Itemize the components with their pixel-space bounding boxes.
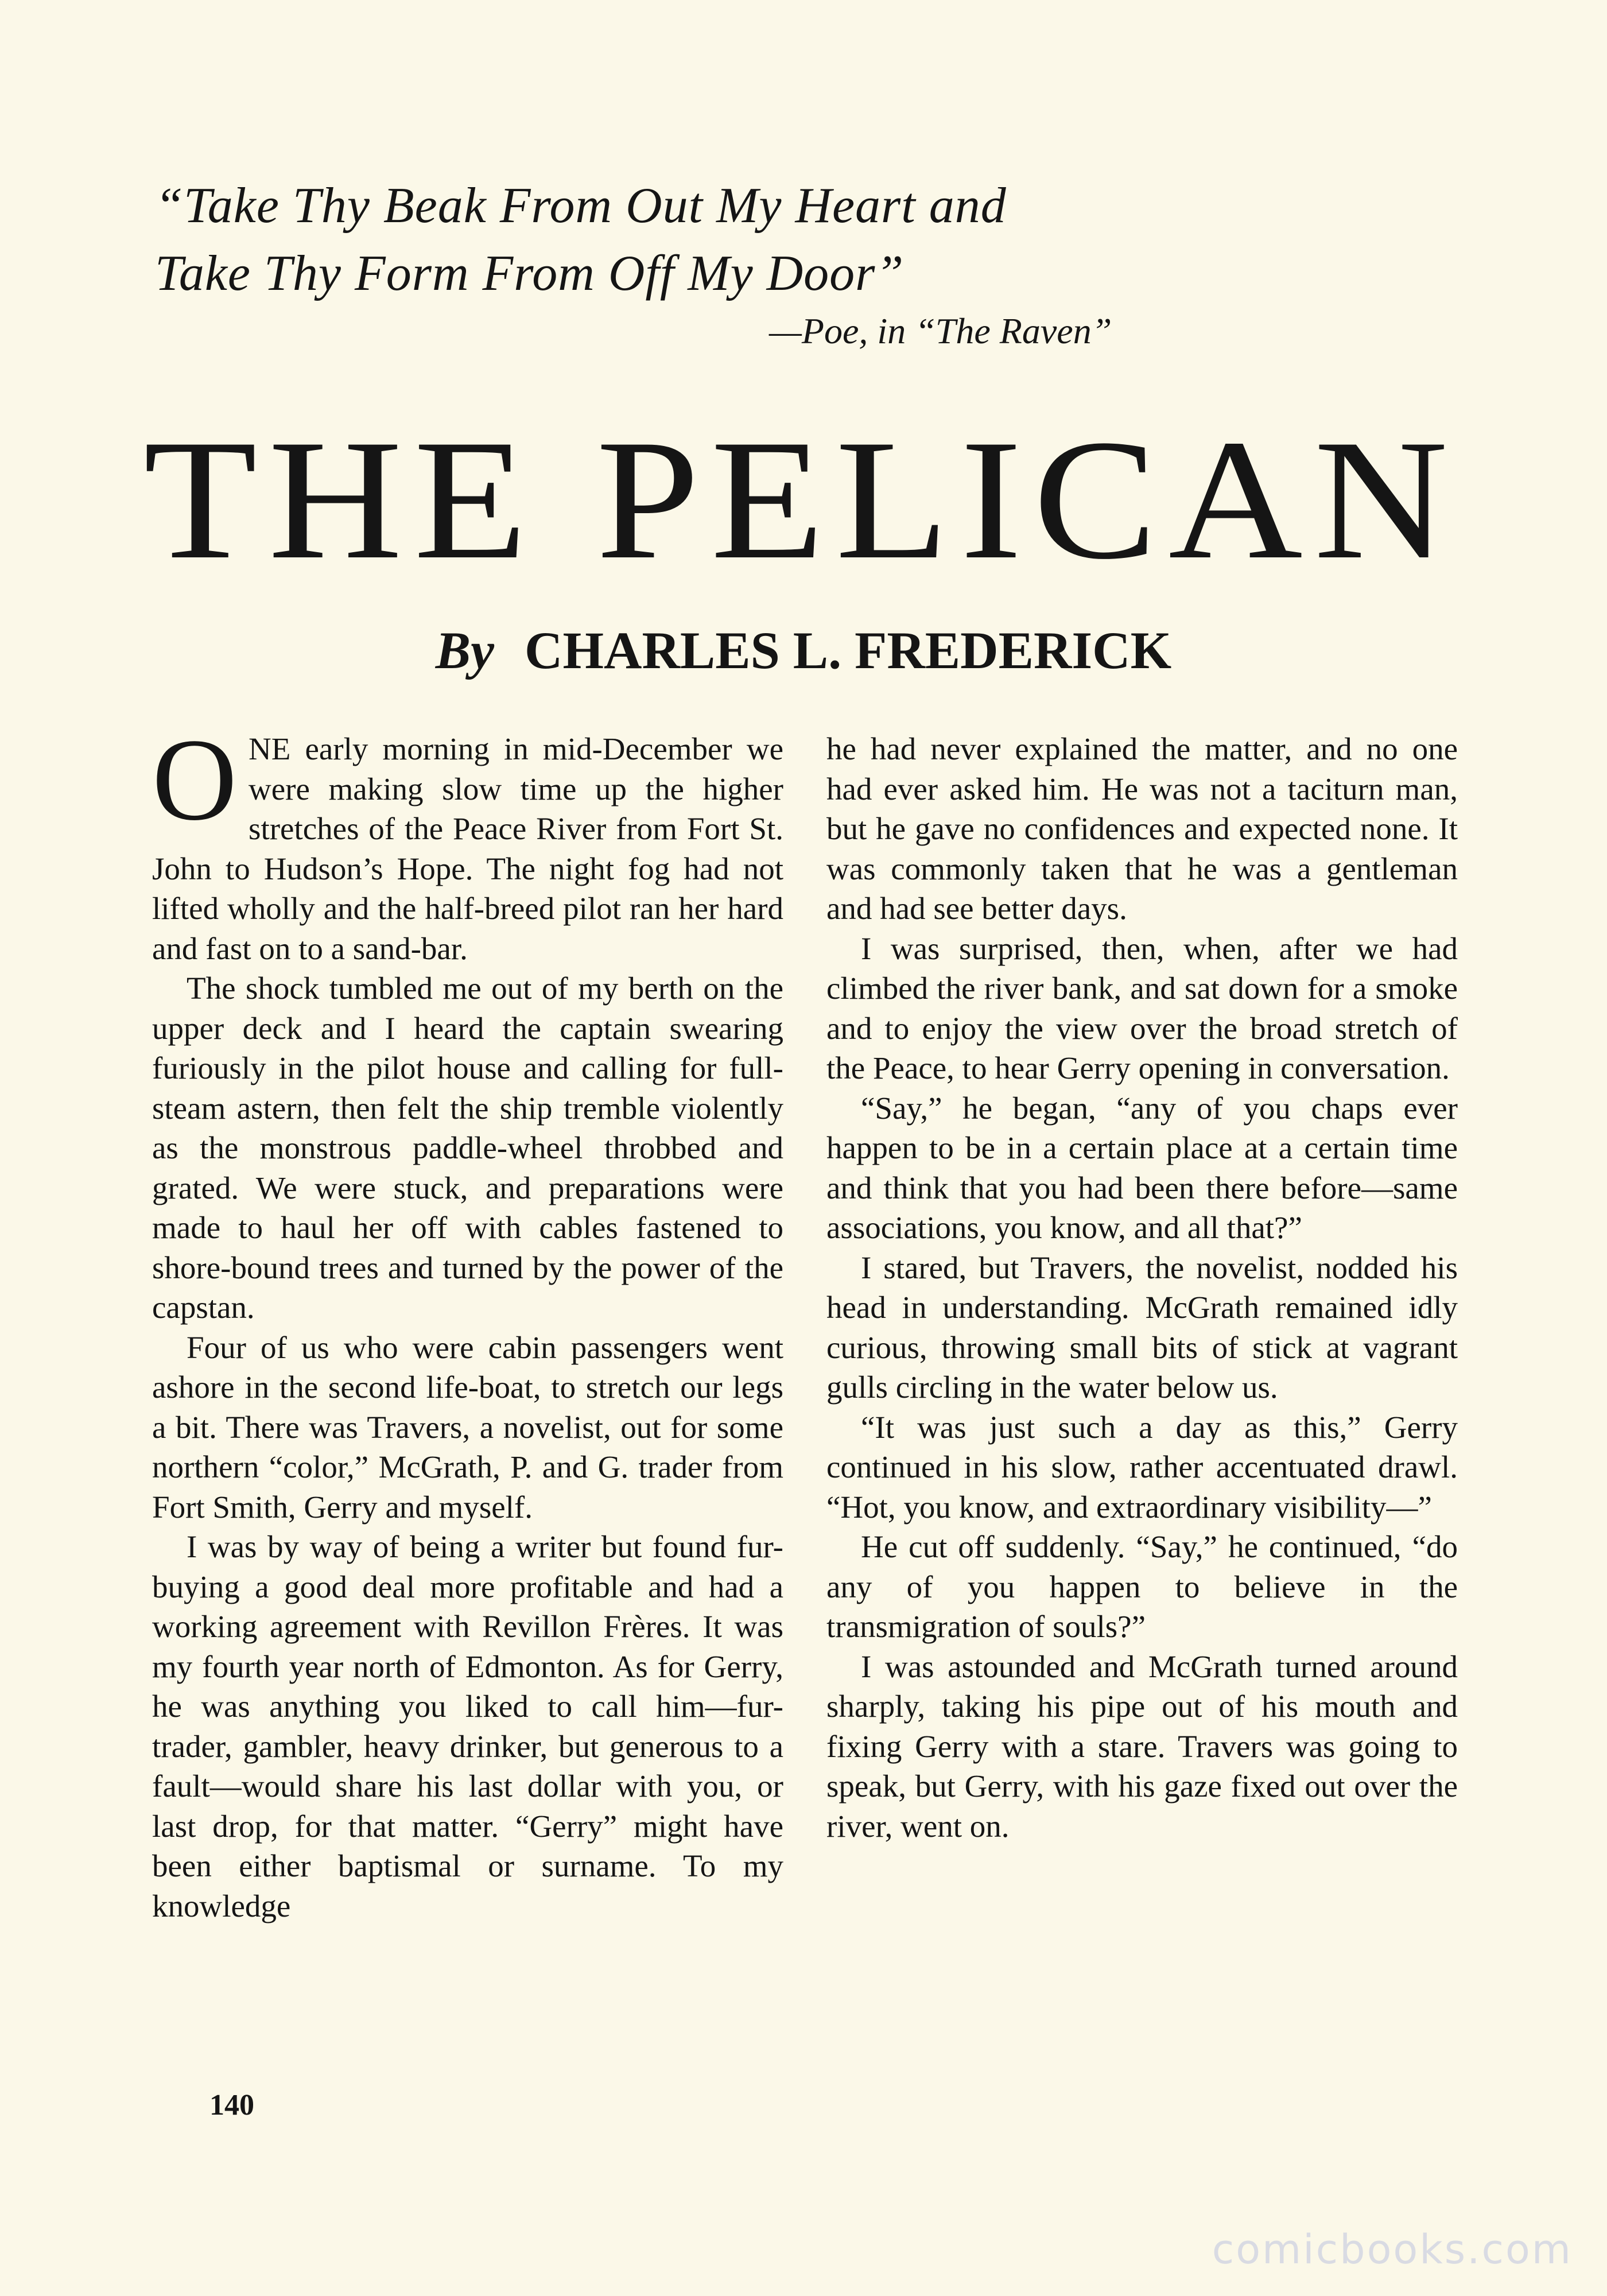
paragraph-10: He cut off suddenly. “Say,” he continued, “do any of you happen to believe in the transmigration of souls?” — [826, 1529, 1458, 1644]
epigraph-line-2: Take Thy Form From Off My Door” — [155, 246, 905, 301]
paragraph-4: I was by way of being a writer but found fur-buying a good deal more profitable and had a working agreement with Revillon Frères. It was my fourth year north of Edmonton. As for Gerry, he was anything you liked to call him—fur-trader, gambler, heavy drinker, but generous to a fault—would share his last dollar with you, or last drop, for that matter. “Gerry” might have been either baptismal or surname. To my knowledge — [152, 1529, 783, 1923]
paragraph-11: I was astounded and McGrath turned around sharply, taking his pipe out of his mouth and fixing Gerry with a stare. Travers was going to speak, but Gerry, with his gaze fixed out over the river, went on. — [826, 1649, 1458, 1844]
paragraph-8: I stared, but Travers, the novelist, nodded his head in understanding. McGrath remained idly curious, throwing small bits of stick at vagrant gulls circling in the water below us. — [826, 1250, 1458, 1405]
left-column — [152, 715, 783, 1926]
drop-cap: O — [152, 715, 238, 845]
byline — [0, 620, 1607, 681]
byline-author: CHARLES L. FREDERICK — [525, 621, 1172, 680]
paragraph-7: “Say,” he began, “any of you chaps ever happen to be in a certain place at a certain time and think that you had been there before—same associations, you know, and all that?” — [826, 1090, 1458, 1245]
byline-by: By — [435, 621, 494, 680]
epigraph — [155, 172, 1245, 308]
paragraph-1-text: NE early morning in mid-December we were making slow time up the higher stretches of the Peace River from Fort St. John to Hudson’s Hope. The night fog had not lifted wholly and the half-breed pilot ran her hard and fast on to a sand-bar. — [152, 731, 783, 966]
paragraph-1 — [152, 715, 783, 968]
paragraph-5: he had never explained the matter, and no one had ever asked him. He was not a taciturn man, but he gave no confidences and expected none. It was commonly taken that he was a gentleman and had see better days. — [826, 731, 1458, 926]
right-column — [826, 729, 1458, 1846]
paragraph-9: “It was just such a day as this,” Gerry continued in his slow, rather accentuated drawl. “Hot, you know, and extraordinary visibility—” — [826, 1409, 1458, 1525]
story-title: THE PELICAN — [143, 404, 1460, 595]
epigraph-attribution: —Poe, in “The Raven” — [769, 311, 1112, 351]
paragraph-3: Four of us who were cabin passengers went ashore in the second life-boat, to stretch our legs a bit. There was Travers, a novelist, out for some northern “color,” McGrath, P. and G. trader from Fort Smith, Gerry and myself. — [152, 1329, 783, 1525]
paragraph-2: The shock tumbled me out of my berth on the upper deck and I heard the captain swearing furiously in the pilot house and calling for full-steam astern, then felt the ship tremble violently as the monstrous paddle-wheel throbbed and grated. We were stuck, and preparations were made to haul her off with cables fastened to shore-bound trees and turned by the power of the capstan. — [152, 971, 783, 1325]
page-number: 140 — [209, 2089, 254, 2122]
watermark: comicbooks.com — [1212, 2226, 1573, 2273]
epigraph-line-1: “Take Thy Beak From Out My Heart and — [155, 178, 1007, 234]
paragraph-6: I was surprised, then, when, after we had climbed the river bank, and sat down for a smoke and to enjoy the view over the broad stretch of the Peace, to hear Gerry opening in conversation. — [826, 930, 1458, 1085]
